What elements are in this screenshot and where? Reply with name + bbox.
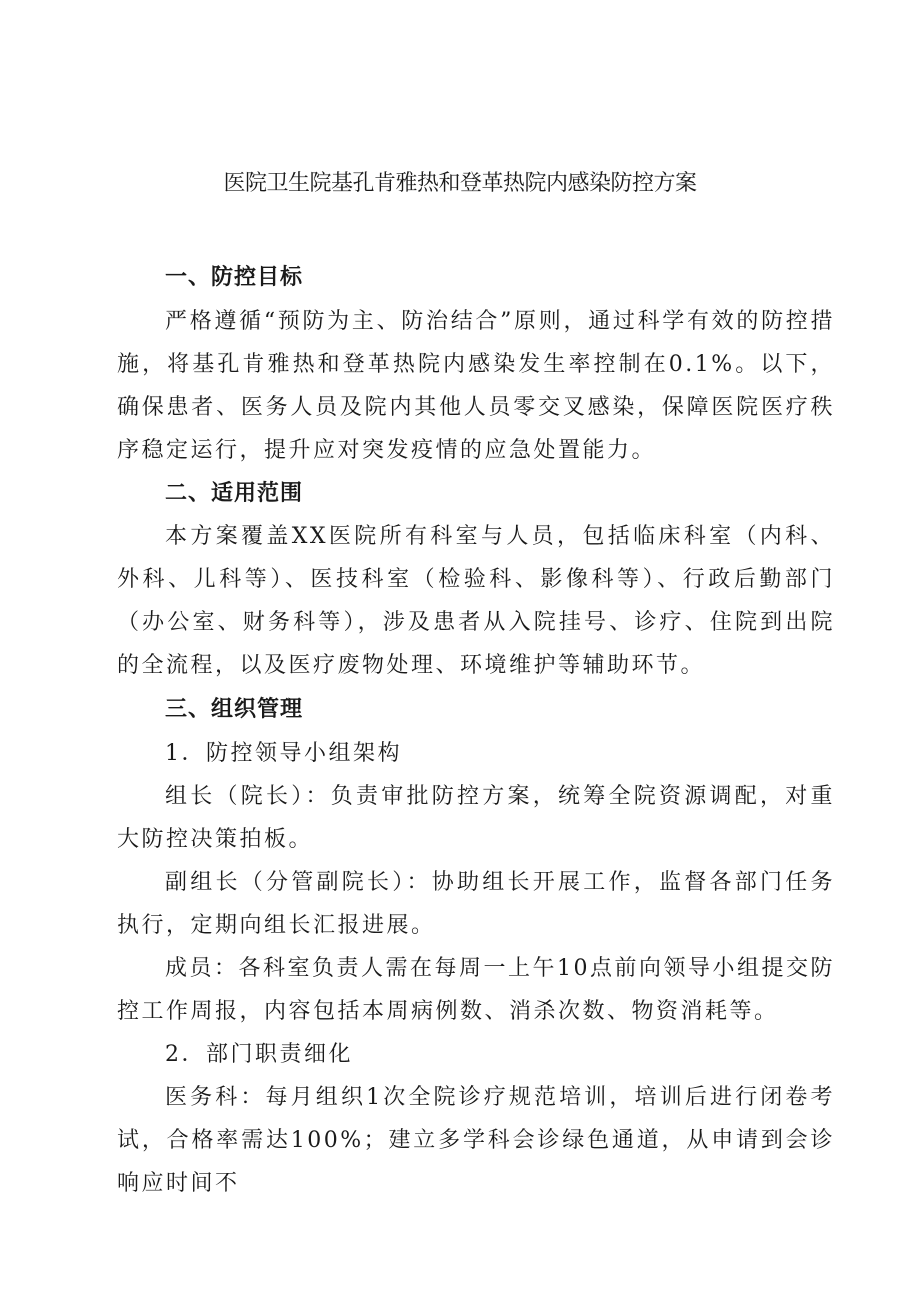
paragraph-medical-affairs: 医务科：每月组织1次全院诊疗规范培训，培训后进行闭卷考试，合格率需达100%；建立多学科会诊绿色通道，从申请到会诊响应时间不: [117, 1085, 835, 1196]
paragraph-leader: 组长（院长）：负责审批防控方案，统筹全院资源调配，对重大防控决策拍板。: [117, 784, 835, 852]
paragraph-deputy-leader: 副组长（分管副院长）：协助组长开展工作，监督各部门任务执行，定期向组长汇报进展。: [117, 870, 835, 938]
paragraph-goals: 严格遵循“预防为主、防治结合”原则，通过科学有效的防控措施，将基孔肯雅热和登革热院内感染发生率控制在0.1%。以下，确保患者、医务人员及院内其他人员零交叉感染，保障医院医疗秩序稳定运行，提升应对突发疫情的应急处置能力。: [117, 309, 835, 463]
section-heading-organization: 三、组织管理: [165, 697, 304, 722]
subheading-leadership-structure: 1．防控领导小组架构: [165, 741, 402, 766]
section-heading-goals: 一、防控目标: [165, 265, 304, 290]
document-title: 医院卫生院基孔肯雅热和登革热院内感染防控方案: [223, 171, 697, 196]
section-heading-scope: 二、适用范围: [165, 481, 304, 506]
paragraph-scope: 本方案覆盖XX医院所有科室与人员，包括临床科室（内科、外科、儿科等）、医技科室（检验科、影像科等）、行政后勤部门（办公室、财务科等），涉及患者从入院挂号、诊疗、住院到出院的全流程，以及医疗废物处理、环境维护等辅助环节。: [117, 524, 835, 678]
paragraph-members: 成员：各科室负责人需在每周一上午10点前向领导小组提交防控工作周报，内容包括本周病例数、消杀次数、物资消耗等。: [117, 956, 835, 1024]
subheading-department-duties: 2．部门职责细化: [165, 1042, 353, 1067]
